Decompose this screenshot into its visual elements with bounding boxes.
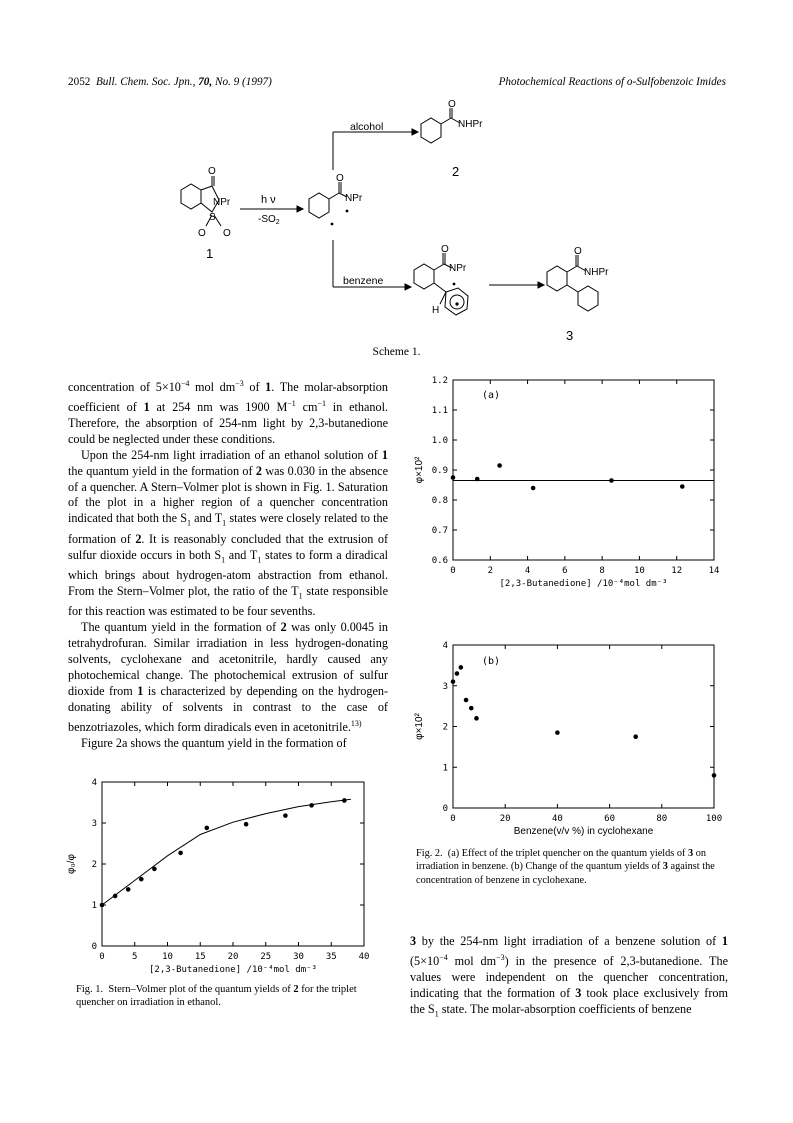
fig1-xtick-label: 5: [132, 952, 138, 962]
fig2b-y-axis-label: φ×10²: [414, 713, 425, 740]
fig2b-data-point: [459, 665, 464, 670]
fig2-caption-label: Fig. 2.: [416, 848, 443, 859]
fig1-data-point: [126, 887, 131, 892]
scheme-h: H: [432, 305, 440, 316]
fig2b-x-axis-label: Benzene(v/v %) in cyclohexane: [513, 826, 654, 837]
fig1-ytick-label: 2: [91, 860, 97, 870]
compound-2-ring: [421, 118, 441, 143]
scheme-npr-3: NPr: [449, 263, 467, 274]
fig2a-xtick-label: 8: [599, 566, 605, 576]
fig1-xtick-label: 35: [325, 952, 337, 962]
fig2a-data-point: [609, 478, 614, 483]
fig2-caption: Fig. 2. (a) Effect of the triplet quencher on the quantum yields of 3 on irradiation in benzene. (b) Change of the quantum yields of 3 against the concentration of benzene in cyclohexane.: [416, 848, 715, 886]
fig2a-chart: [400, 370, 730, 590]
intermediate-ring: [309, 193, 329, 218]
fig2b-frame: [453, 645, 714, 808]
fig2a-x-axis-label: [2,3-Butanedione] /10⁻⁴mol dm⁻³: [499, 579, 668, 589]
fig1-data-point: [283, 813, 288, 818]
fig1-ytick-label: 0: [91, 942, 97, 952]
fig2b-xtick-label: 20: [499, 814, 511, 824]
fig2a-frame: [453, 380, 714, 560]
fig2b-panel-label: (b): [482, 656, 501, 667]
fig2a-ytick-label: 0.6: [431, 556, 448, 566]
running-header-left: [68, 76, 272, 88]
scheme-nhpr-2: NHPr: [584, 267, 609, 278]
fig2b-xtick-label: 40: [551, 814, 563, 824]
so2-label: -SO: [258, 214, 276, 225]
fig2b-data-point: [474, 716, 479, 721]
fig1-caption-label: Fig. 1.: [76, 984, 104, 995]
scheme-npr-2: NPr: [345, 193, 363, 204]
fig2b-ytick-label: 3: [442, 681, 448, 692]
compound-label-1: 1: [206, 246, 214, 261]
paragraph-2: Upon the 254-nm light irradiation of an ethanol solution of 1 the quantum yield in the formation of 2 was 0.030 in the absence of a quencher. A Stern–Volmer plot is shown in Fig. 1. Saturation of the plot in a higher region of a quencher concentration indicated that both the $S_1$ and $T_1$ states were closely related to the formation of 2. It is reasonably concluded that the extrusion of sulfur dioxide occurs in both $S_1$ and $T_1$ states to form a diradical which brings about hydrogen-atom abstraction from ethanol. From the Stern–Volmer plot, the ratio of the $T_1$ state responsible for this reaction was estimated to be four sevenths.: [68, 447, 389, 619]
scheme-s-1: S: [209, 212, 216, 223]
fig2a-xtick-label: 12: [671, 566, 683, 576]
fig1-xtick-label: 40: [358, 952, 370, 962]
scheme-o-2: O: [198, 228, 206, 239]
scheme-1: [0, 95, 793, 350]
fig1-xtick-label: 25: [260, 952, 272, 962]
fig2a-xtick-label: 0: [450, 566, 456, 576]
fig2a-xtick-label: 10: [634, 566, 645, 576]
right-paragraph: 3 by the 254-nm light irradiation of a benzene solution of 1 ($5\times 10^{-4}$ mol $dm^{-3}$) in the presence of 2,3-butanedione. The values were independent on the quencher concentration, indicating that the formation of 3 took place exclusively from the $S_1$ state. The molar-absorption coefficients of benzene: [410, 934, 728, 1019]
fig2b-data-point: [455, 671, 460, 676]
fig2a-ytick-label: 1.0: [431, 436, 448, 446]
fig2b-ytick-label: 4: [442, 641, 448, 651]
fig2a-data-point: [497, 463, 502, 468]
scheme-o-3: O: [223, 228, 231, 239]
running-title: Photochemical Reactions of o-Sulfobenzoic Imides: [498, 76, 726, 88]
so2-subscript: 2: [275, 219, 280, 226]
fig1-y-axis-label: φ₀/φ: [66, 854, 77, 874]
fig2a-xtick-label: 2: [487, 566, 493, 576]
fig1-frame: [102, 782, 364, 946]
scheme-o-4: O: [336, 173, 344, 184]
cyclohexadienyl-ring: [445, 288, 468, 315]
fig2a-ytick-label: 0.9: [431, 466, 448, 476]
fig1-ytick-label: 4: [91, 778, 97, 788]
fig2a-data-point: [475, 477, 480, 482]
radical-intermediate-ring: [414, 264, 434, 289]
fig1-data-point: [152, 867, 157, 872]
svg-text:-SO2: [258, 214, 280, 226]
fig2b-data-point: [469, 706, 474, 711]
compound-3-ring-b: [578, 286, 598, 311]
fig1-data-point: [100, 903, 105, 908]
fig2a-y-axis-label: φ×10²: [414, 456, 425, 484]
paragraph-1: concentration of $5\times 10^{-4}$ mol $dm^{-3}$ of 1. The molar-absorption coefficient of 1 at 254 nm was 1900 $M^{-1}$ $cm^{-1}$ in ethanol. Therefore, the absorption of 254-nm light by 2,3-butanedione could be neglected under these conditions.: [68, 379, 388, 446]
fig1-chart: [60, 772, 390, 984]
fig2b-ytick-label: 2: [442, 722, 448, 733]
compound-1-benzene-ring: [181, 184, 201, 209]
compound-3-ring-a: [547, 266, 567, 291]
fig2b-data-point: [464, 698, 469, 703]
fig1-ytick-label: 1: [91, 901, 97, 911]
scheme-o-7: O: [574, 246, 582, 257]
fig2b-xtick-label: 60: [604, 814, 616, 824]
fig2b-data-point: [712, 773, 717, 778]
compound-label-2: 2: [452, 164, 460, 179]
fig1-x-axis-label: [2,3-Butanedione] /10⁻⁴mol dm⁻³: [149, 965, 317, 975]
fig2a-ytick-label: 1.1: [431, 406, 448, 416]
compound-label-3: 3: [566, 328, 574, 343]
fig1-data-point: [244, 822, 249, 827]
hv-label: h ν: [261, 194, 276, 206]
fig2a-data-point: [531, 486, 536, 491]
fig1-data-point: [178, 851, 183, 856]
scheme-nhpr-1: NHPr: [458, 119, 483, 130]
fig2b-xtick-label: 80: [656, 814, 668, 824]
scheme-o-5: O: [448, 99, 456, 110]
fig1-xtick-label: 0: [99, 952, 105, 962]
fig2b-ytick-label: 1: [442, 763, 448, 774]
fig2a-data-point: [451, 475, 456, 480]
fig2b-data-point: [633, 734, 638, 739]
journal-volume: 70,: [198, 76, 213, 88]
fig2b-data-point: [451, 679, 456, 684]
left-column-text: [68, 376, 388, 751]
fig1-data-point: [205, 826, 210, 831]
scheme-o-1: O: [208, 166, 216, 177]
fig1-ytick-label: 3: [91, 819, 97, 829]
fig1-caption: Fig. 1. Stern–Volmer plot of the quantum yields of 2 for the triplet quencher on irradiation in ethanol.: [76, 984, 357, 1009]
page-number: 2052: [68, 76, 91, 88]
fig1-data-point: [139, 877, 144, 882]
fig2a-xtick-label: 4: [524, 566, 531, 576]
fig1-data-point: [309, 803, 314, 808]
fig2a-xtick-label: 6: [562, 566, 568, 576]
fig2a-panel-label: (a): [482, 390, 501, 401]
fig1-xtick-label: 20: [227, 952, 239, 962]
paragraph-3: The quantum yield in the formation of 2 was only 0.0045 in tetrahydrofuran. Similar irradiation in less hydrogen-donating solvents, cyclohexane and acetonitrile, hardly caused any photochemical change. The photochemical extrusion of sulfur dioxide from 1 is characterized by depending on the hydrogen-donating ability of solvents in contrast to the case of benzotriazoles, which form diradicals even in acetonitrile.$^{13)}$: [68, 620, 388, 734]
fig1-xtick-label: 30: [293, 952, 304, 962]
fig2a-xtick-label: 14: [708, 566, 720, 576]
alcohol-label: alcohol: [350, 121, 384, 133]
paragraph-4: Figure 2a shows the quantum yield in the formation of: [81, 735, 347, 750]
scheme-caption: Scheme 1.: [372, 346, 421, 358]
fig1-xtick-label: 10: [162, 952, 173, 962]
benzene-label: benzene: [343, 275, 384, 287]
scheme-o-6: O: [441, 244, 449, 255]
fig1-fit-curve: [102, 799, 351, 905]
fig2b-chart: [400, 635, 730, 845]
fig2b-ytick-label: 0: [442, 804, 448, 814]
fig2b-xtick-label: 0: [450, 814, 456, 824]
journal-name: Bull. Chem. Soc. Jpn.,: [95, 76, 196, 88]
right-column-text: [410, 934, 728, 1022]
fig2a-ytick-label: 0.8: [431, 496, 448, 506]
fig2b-xtick-label: 100: [705, 814, 723, 824]
fig1-data-point: [113, 894, 118, 899]
scheme-npr-1: NPr: [213, 197, 231, 208]
fig2b-data-point: [555, 730, 560, 735]
fig2a-ytick-label: 0.7: [431, 526, 448, 536]
fig2a-ytick-label: 1.2: [431, 376, 448, 386]
fig1-data-point: [342, 798, 347, 803]
fig2a-data-point: [680, 484, 685, 489]
fig1-xtick-label: 15: [194, 952, 206, 962]
journal-issue: No. 9 (1997): [214, 76, 272, 88]
